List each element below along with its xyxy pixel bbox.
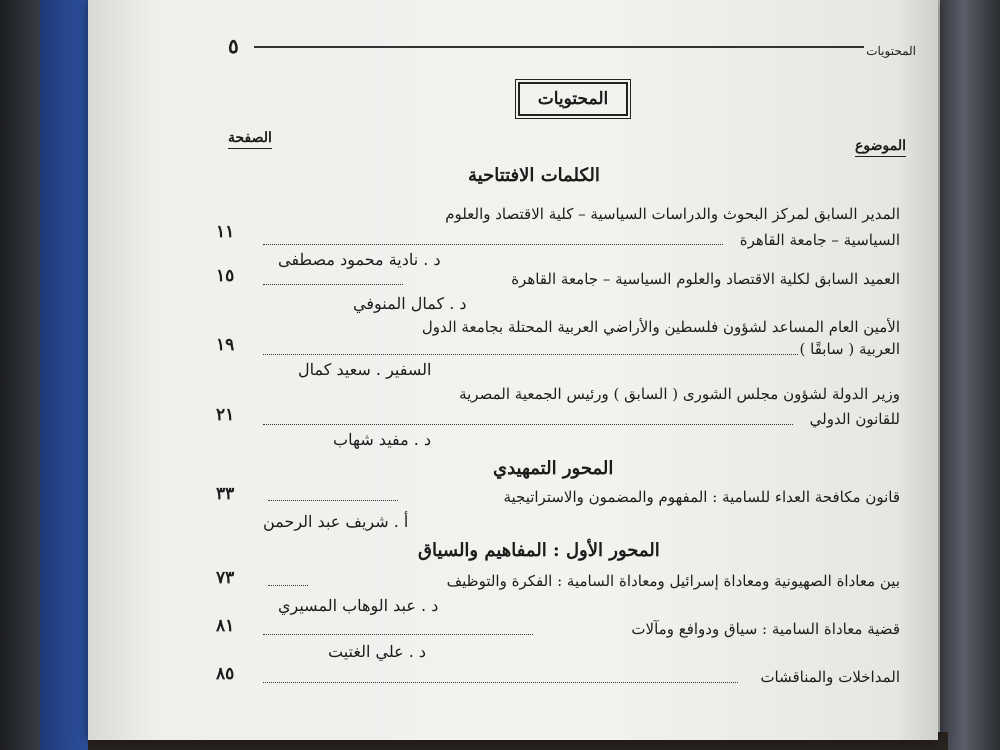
toc-page-number: ٢١ [216,405,235,425]
toc-page-number: ٧٣ [216,568,235,588]
toc-entry-line: وزير الدولة لشؤون مجلس الشورى ( السابق ) ورئيس الجمعية المصرية [459,385,900,403]
toc-author: د . نادية محمود مصطفى [278,250,441,269]
toc-page-number: ٨١ [216,616,235,636]
toc-entry-line: المداخلات والمناقشات [760,668,900,686]
toc-author: د . مفيد شهاب [333,430,432,449]
toc-entry-line: السياسية – جامعة القاهرة [739,231,900,249]
toc-entry-line: العربية ( سابقًا ) [799,340,900,358]
toc-entry-line: قانون مكافحة العداء للسامية : المفهوم والمضمون والاستراتيجية [503,488,900,506]
toc-page-number: ١٥ [216,266,235,286]
book-page [88,0,938,740]
toc-entry-line: المدير السابق لمركز البحوث والدراسات السياسية – كلية الاقتصاد والعلوم [445,205,900,223]
section-heading-opening: الكلمات الافتتاحية [468,165,600,186]
section-heading-intro: المحور التمهيدي [493,458,614,479]
toc-author: د . علي الغتيت [328,642,427,661]
running-head: المحتويات [866,44,916,58]
toc-page-number: ٣٣ [216,484,235,504]
toc-entry-line: للقانون الدولي [809,410,900,428]
dot-leader [263,354,798,355]
dot-leader [268,585,308,586]
column-header-topic: الموضوع [855,138,906,157]
toc-author: السفير . سعيد كمال [298,360,432,379]
toc-page-number: ٨٥ [216,664,235,684]
column-header-page: الصفحة [228,130,272,149]
dot-leader [268,500,398,501]
dot-leader [263,634,533,635]
toc-page-number: ١٩ [216,335,235,355]
page-number: ٥ [228,34,239,58]
toc-entry-line: الأمين العام المساعد لشؤون فلسطين والأراضي العربية المحتلة بجامعة الدول [421,318,900,336]
toc-entry-line: بين معاداة الصهيونية ومعاداة إسرائيل ومعاداة السامية : الفكرة والتوظيف [446,572,900,590]
toc-content [88,0,938,740]
toc-entry-line: قضية معاداة السامية : سياق ودوافع ومآلات [631,620,900,638]
toc-author: د . عبد الوهاب المسيري [278,596,439,615]
dot-leader [263,284,403,285]
dot-leader [263,424,793,425]
toc-author: أ . شريف عبد الرحمن [263,512,409,531]
toc-entry-line: العميد السابق لكلية الاقتصاد والعلوم السياسية – جامعة القاهرة [511,270,900,288]
page-title: المحتويات [518,82,628,116]
toc-author: د . كمال المنوفي [353,294,467,313]
section-heading-first: المحور الأول : المفاهيم والسياق [418,540,660,561]
book-cover-right [940,0,1000,750]
header-rule [254,46,864,48]
toc-page-number: ١١ [216,222,235,242]
dot-leader [263,682,738,683]
dot-leader [263,244,723,245]
